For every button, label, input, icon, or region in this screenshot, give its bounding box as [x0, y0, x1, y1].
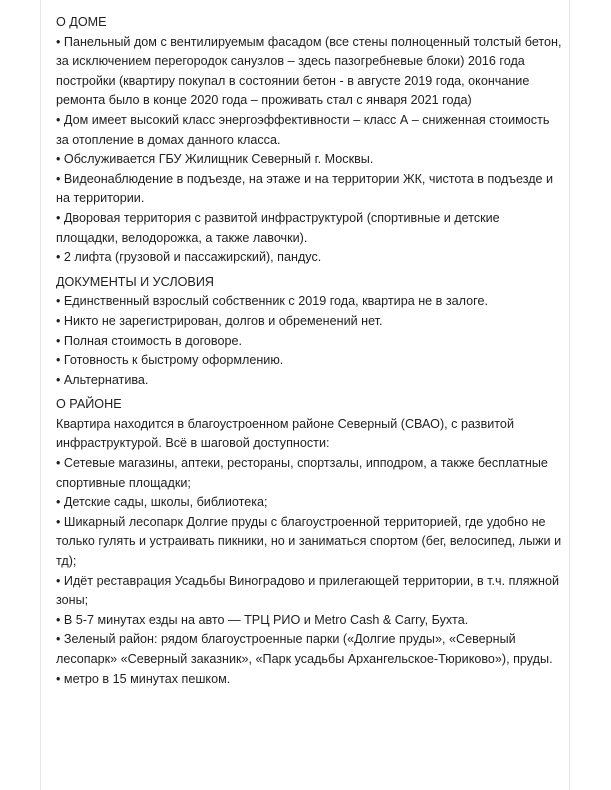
list-item: • 2 лифта (грузовой и пассажирский), пандус.	[56, 250, 322, 265]
list-item: • Обслуживается ГБУ Жилищник Северный г. Москвы.	[56, 152, 374, 167]
section-heading: О РАЙОНЕ	[56, 397, 122, 412]
list-item: • Дворовая территория с развитой инфраструктурой (спортивные и детские площадки, велодорожка, а также лавочки).	[56, 210, 500, 245]
list-item: • Полная стоимость в договоре.	[56, 333, 242, 348]
list-item: • Никто не зарегистрирован, долгов и обременений нет.	[56, 313, 383, 328]
description-content	[56, 13, 562, 694]
list-item: • В 5-7 минутах езды на авто — ТРЦ РИО и Metro Cash & Carry, Бухта.	[56, 612, 469, 627]
section-about-house	[56, 13, 562, 268]
section-district	[56, 395, 562, 689]
list-item: • Панельный дом с вентилируемым фасадом (все стены полноценный толстый бетон, за исключением перегородок санузлов – здесь пазогребневые блоки) 2016 года постройки (квартиру покупал в состоянии бетон - в августе 2019 года, окончание ремонта было в конце 2020 года – проживать стал с января 2021 года)	[56, 34, 562, 108]
list-item: • Альтернатива.	[56, 372, 149, 387]
list-item: • Шикарный лесопарк Долгие пруды с благоустроенной территорией, где удобно не только гулять и устраивать пикники, но и заниматься спортом (бег, велосипед, лыжи и тд);	[56, 514, 562, 569]
list-item: • Зеленый район: рядом благоустроенные парки («Долгие пруды», «Северный лесопарк» «Северный заказник», «Парк усадьбы Архангельское-Тюриково»), пруды.	[56, 632, 553, 666]
feature-list	[56, 33, 562, 268]
section-documents	[56, 273, 562, 391]
list-item: • Идёт реставрация Усадьбы Виноградово и прилегающей территории, в т.ч. пляжной зоны;	[56, 573, 559, 608]
list-item: • Сетевые магазины, аптеки, рестораны, спортзалы, ипподром, а также бесплатные спортивные площадки;	[56, 456, 548, 490]
feature-list	[56, 454, 562, 689]
list-item: • Единственный взрослый собственник с 2019 года, квартира не в залоге.	[56, 294, 488, 309]
section-heading: О ДОМЕ	[56, 15, 107, 29]
district-intro: Квартира находится в благоустроенном районе Северный (СВАО), с развитой инфраструктурой. Всё в шаговой доступности:	[56, 416, 514, 451]
list-item: • Видеонаблюдение в подъезде, на этаже и на территории ЖК, чистота в подъезде и на территории.	[56, 171, 554, 206]
list-item: • метро в 15 минутах пешком.	[56, 671, 231, 686]
list-item: • Детские сады, школы, библиотека;	[56, 495, 268, 510]
list-item: • Готовность к быстрому оформлению.	[56, 353, 284, 368]
section-heading: ДОКУМЕНТЫ И УСЛОВИЯ	[56, 274, 214, 289]
feature-list	[56, 292, 562, 390]
list-item: • Дом имеет высокий класс энергоэффективности – класс А – сниженная стоимость за отопление в домах данного класса.	[56, 112, 550, 147]
